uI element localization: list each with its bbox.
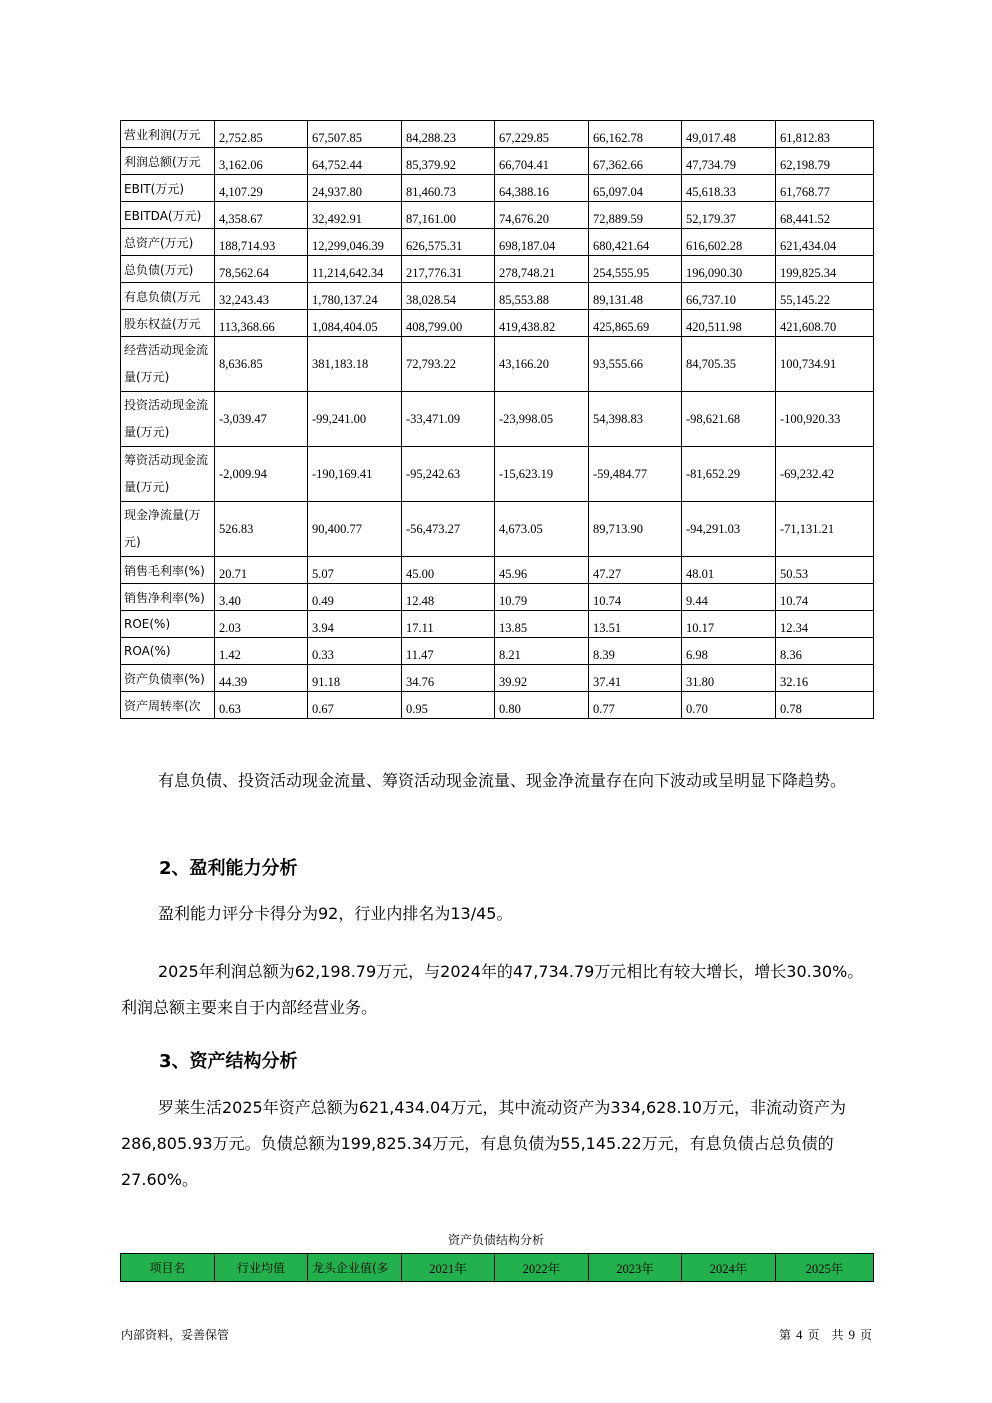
- cell-value: 64,388.16: [495, 175, 589, 202]
- cell-value: 72,889.59: [589, 202, 682, 229]
- footer-confidential-note: 内部资料，妥善保管: [121, 1328, 230, 1342]
- cell-value: 4,673.05: [495, 502, 589, 557]
- cell-value: -69,232.42: [776, 447, 874, 502]
- cell-value: 1,780,137.24: [308, 283, 402, 310]
- cell-value: 66,162.78: [589, 121, 682, 148]
- cell-value: 89,713.90: [589, 502, 682, 557]
- heading-asset-structure: 3、资产结构分析: [159, 1051, 298, 1072]
- cell-value: 61,768.77: [776, 175, 874, 202]
- cell-value: 0.80: [495, 692, 589, 719]
- header-year-2025: 2025年: [776, 1254, 874, 1282]
- header-industry-average: 行业均值: [215, 1254, 308, 1282]
- cell-value: -100,920.33: [776, 392, 874, 447]
- cell-value: 91.18: [308, 665, 402, 692]
- row-label: 总负债(万元): [121, 256, 215, 283]
- cell-value: -33,471.09: [402, 392, 495, 447]
- cell-value: 48.01: [682, 557, 776, 584]
- table-row: [121, 502, 874, 557]
- cell-value: 188,714.93: [215, 229, 308, 256]
- cell-value: 45.96: [495, 557, 589, 584]
- table-row: [121, 337, 874, 392]
- row-label: 股东权益(万元: [121, 310, 215, 337]
- cell-value: 3,162.06: [215, 148, 308, 175]
- cell-value: 1.42: [215, 638, 308, 665]
- cell-value: 62,198.79: [776, 148, 874, 175]
- table-row: [121, 611, 874, 638]
- cell-value: 37.41: [589, 665, 682, 692]
- row-label: 销售净利率(%): [121, 584, 215, 611]
- cell-value: 32,243.43: [215, 283, 308, 310]
- header-year-2021: 2021年: [402, 1254, 495, 1282]
- page-suffix: 页: [859, 1328, 872, 1342]
- row-label: 资产负债率(%): [121, 665, 215, 692]
- cell-value: 2,752.85: [215, 121, 308, 148]
- cell-value: -23,998.05: [495, 392, 589, 447]
- cell-value: 67,229.85: [495, 121, 589, 148]
- table-row: [121, 175, 874, 202]
- cell-value: -95,242.63: [402, 447, 495, 502]
- table-row: [121, 202, 874, 229]
- table-row: [121, 148, 874, 175]
- cell-value: 278,748.21: [495, 256, 589, 283]
- cell-value: 1,084,404.05: [308, 310, 402, 337]
- cell-value: 381,183.18: [308, 337, 402, 392]
- cell-value: 55,145.22: [776, 283, 874, 310]
- page-mid: 页 共: [807, 1328, 844, 1342]
- cell-value: 100,734.91: [776, 337, 874, 392]
- table-caption: 资产负债结构分析: [447, 1233, 544, 1247]
- page-current: 4: [795, 1327, 803, 1342]
- cell-value: -59,484.77: [589, 447, 682, 502]
- cell-value: 217,776.31: [402, 256, 495, 283]
- cell-value: 85,553.88: [495, 283, 589, 310]
- table-row: [121, 638, 874, 665]
- table-row: [121, 692, 874, 719]
- cell-value: 0.78: [776, 692, 874, 719]
- cell-value: -15,623.19: [495, 447, 589, 502]
- cell-value: -99,241.00: [308, 392, 402, 447]
- cell-value: 81,460.73: [402, 175, 495, 202]
- cell-value: 11.47: [402, 638, 495, 665]
- cell-value: 84,705.35: [682, 337, 776, 392]
- row-label: 筹资活动现金流量(万元): [121, 447, 215, 502]
- row-label: 利润总额(万元: [121, 148, 215, 175]
- cell-value: 10.17: [682, 611, 776, 638]
- cell-value: 47,734.79: [682, 148, 776, 175]
- cell-value: 45.00: [402, 557, 495, 584]
- cell-value: -94,291.03: [682, 502, 776, 557]
- financial-indicators-table: [120, 120, 874, 719]
- paragraph-profit-score: 盈利能力评分卡得分为92，行业内排名为13/45。: [158, 904, 513, 923]
- cell-value: 84,288.23: [402, 121, 495, 148]
- table-header-row: [121, 1254, 874, 1282]
- cell-value: 2.03: [215, 611, 308, 638]
- row-label: ROE(%): [121, 611, 215, 638]
- cell-value: 31.80: [682, 665, 776, 692]
- cell-value: 0.33: [308, 638, 402, 665]
- cell-value: 420,511.98: [682, 310, 776, 337]
- heading-profitability: 2、盈利能力分析: [159, 858, 298, 879]
- cell-value: -56,473.27: [402, 502, 495, 557]
- cell-value: 64,752.44: [308, 148, 402, 175]
- table-row: [121, 665, 874, 692]
- cell-value: 8.21: [495, 638, 589, 665]
- cell-value: 621,434.04: [776, 229, 874, 256]
- row-label: 经营活动现金流量(万元): [121, 337, 215, 392]
- cell-value: 421,608.70: [776, 310, 874, 337]
- cell-value: 67,507.85: [308, 121, 402, 148]
- cell-value: 425,865.69: [589, 310, 682, 337]
- row-label: 总资产(万元): [121, 229, 215, 256]
- row-label: 有息负债(万元: [121, 283, 215, 310]
- table-row: [121, 447, 874, 502]
- paragraph-asset-structure: 罗莱生活2025年资产总额为621,434.04万元，其中流动资产为334,628.10万元，非流动资产为286,805.93万元。负债总额为199,825.34万元，有息负债为55,145.22万元，有息负债占总负债的27.60%。: [121, 1098, 846, 1189]
- cell-value: 13.85: [495, 611, 589, 638]
- cell-value: 44.39: [215, 665, 308, 692]
- cell-value: 3.40: [215, 584, 308, 611]
- row-label: 投资活动现金流量(万元): [121, 392, 215, 447]
- cell-value: 12,299,046.39: [308, 229, 402, 256]
- cell-value: 10.79: [495, 584, 589, 611]
- cell-value: 10.74: [776, 584, 874, 611]
- cell-value: -2,009.94: [215, 447, 308, 502]
- cell-value: 3.94: [308, 611, 402, 638]
- cell-value: 13.51: [589, 611, 682, 638]
- table-row: [121, 283, 874, 310]
- cell-value: 32.16: [776, 665, 874, 692]
- cell-value: 6.98: [682, 638, 776, 665]
- cell-value: 47.27: [589, 557, 682, 584]
- table-row: [121, 256, 874, 283]
- cell-value: 8.39: [589, 638, 682, 665]
- cell-value: 11,214,642.34: [308, 256, 402, 283]
- cell-value: 17.11: [402, 611, 495, 638]
- cell-value: 54,398.83: [589, 392, 682, 447]
- cell-value: 90,400.77: [308, 502, 402, 557]
- row-label: 销售毛利率(%): [121, 557, 215, 584]
- cell-value: 9.44: [682, 584, 776, 611]
- cell-value: 32,492.91: [308, 202, 402, 229]
- cell-value: 8.36: [776, 638, 874, 665]
- cell-value: 61,812.83: [776, 121, 874, 148]
- row-label: 现金净流量(万元): [121, 502, 215, 557]
- cell-value: 0.95: [402, 692, 495, 719]
- header-leader-value: 龙头企业值(多: [308, 1254, 402, 1282]
- cell-value: -190,169.41: [308, 447, 402, 502]
- cell-value: 50.53: [776, 557, 874, 584]
- row-label: 营业利润(万元: [121, 121, 215, 148]
- cell-value: 0.49: [308, 584, 402, 611]
- table-row: [121, 121, 874, 148]
- table-row: [121, 310, 874, 337]
- cell-value: 680,421.64: [589, 229, 682, 256]
- row-label: EBIT(万元): [121, 175, 215, 202]
- cell-value: 87,161.00: [402, 202, 495, 229]
- cell-value: 8,636.85: [215, 337, 308, 392]
- paragraph-profit-total: 2025年利润总额为62,198.79万元，与2024年的47,734.79万元相比有较大增长，增长30.30%。利润总额主要来自于内部经营业务。: [121, 962, 864, 1017]
- asset-liability-structure-table: [120, 1253, 874, 1282]
- cell-value: 66,704.41: [495, 148, 589, 175]
- cell-value: 38,028.54: [402, 283, 495, 310]
- cell-value: -71,131.21: [776, 502, 874, 557]
- cell-value: 626,575.31: [402, 229, 495, 256]
- cell-value: 49,017.48: [682, 121, 776, 148]
- cell-value: 39.92: [495, 665, 589, 692]
- cell-value: 12.48: [402, 584, 495, 611]
- page-total: 9: [848, 1327, 855, 1342]
- cell-value: 0.77: [589, 692, 682, 719]
- cell-value: 254,555.95: [589, 256, 682, 283]
- cell-value: 68,441.52: [776, 202, 874, 229]
- cell-value: 72,793.22: [402, 337, 495, 392]
- cell-value: 67,362.66: [589, 148, 682, 175]
- cell-value: 526.83: [215, 502, 308, 557]
- cell-value: 65,097.04: [589, 175, 682, 202]
- row-label: ROA(%): [121, 638, 215, 665]
- table-row: [121, 557, 874, 584]
- cell-value: 199,825.34: [776, 256, 874, 283]
- cell-value: 408,799.00: [402, 310, 495, 337]
- cell-value: -98,621.68: [682, 392, 776, 447]
- table-row: [121, 392, 874, 447]
- cell-value: 78,562.64: [215, 256, 308, 283]
- cell-value: 85,379.92: [402, 148, 495, 175]
- cell-value: 12.34: [776, 611, 874, 638]
- cell-value: 34.76: [402, 665, 495, 692]
- cell-value: 0.63: [215, 692, 308, 719]
- row-label: EBITDA(万元): [121, 202, 215, 229]
- cell-value: 616,602.28: [682, 229, 776, 256]
- row-label: 资产周转率(次: [121, 692, 215, 719]
- page-prefix: 第: [778, 1328, 791, 1342]
- cell-value: 698,187.04: [495, 229, 589, 256]
- table-row: [121, 229, 874, 256]
- cell-value: 0.70: [682, 692, 776, 719]
- cell-value: 52,179.37: [682, 202, 776, 229]
- cell-value: 113,368.66: [215, 310, 308, 337]
- financial-table-body: [121, 121, 874, 719]
- cell-value: 419,438.82: [495, 310, 589, 337]
- cell-value: 24,937.80: [308, 175, 402, 202]
- header-item-name: 项目名: [121, 1254, 215, 1282]
- cell-value: 20.71: [215, 557, 308, 584]
- cell-value: 74,676.20: [495, 202, 589, 229]
- cell-value: -81,652.29: [682, 447, 776, 502]
- cell-value: 45,618.33: [682, 175, 776, 202]
- cell-value: 4,358.67: [215, 202, 308, 229]
- cell-value: 10.74: [589, 584, 682, 611]
- paragraph-trend: 有息负债、投资活动现金流量、筹资活动现金流量、现金净流量存在向下波动或呈明显下降趋势。: [158, 771, 847, 790]
- cell-value: 93,555.66: [589, 337, 682, 392]
- cell-value: 4,107.29: [215, 175, 308, 202]
- cell-value: 196,090.30: [682, 256, 776, 283]
- footer-page-number: [779, 1326, 872, 1343]
- cell-value: 0.67: [308, 692, 402, 719]
- cell-value: 66,737.10: [682, 283, 776, 310]
- cell-value: 43,166.20: [495, 337, 589, 392]
- cell-value: -3,039.47: [215, 392, 308, 447]
- table-row: [121, 584, 874, 611]
- header-year-2023: 2023年: [589, 1254, 682, 1282]
- cell-value: 89,131.48: [589, 283, 682, 310]
- header-year-2024: 2024年: [682, 1254, 776, 1282]
- header-year-2022: 2022年: [495, 1254, 589, 1282]
- cell-value: 5.07: [308, 557, 402, 584]
